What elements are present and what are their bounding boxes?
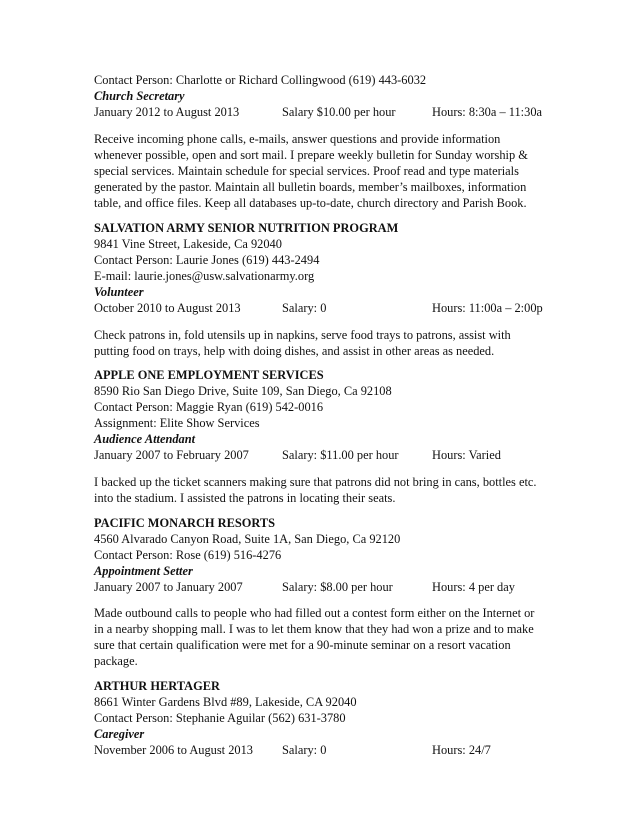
salvation-desc-line: putting food on trays, help with doing dishes, and assist in other areas as needed. — [94, 344, 495, 358]
apple-salary: Salary: $11.00 per hour — [282, 448, 399, 462]
church-job-title: Church Secretary — [94, 89, 185, 103]
apple-contact: Contact Person: Maggie Ryan (619) 542-0016 — [94, 400, 324, 414]
salvation-address: 9841 Vine Street, Lakeside, Ca 92040 — [94, 237, 282, 251]
pacific-desc-line: package. — [94, 654, 138, 668]
arthur-job-title: Caregiver — [94, 727, 145, 741]
church-contact: Contact Person: Charlotte or Richard Collingwood (619) 443-6032 — [94, 73, 427, 87]
church-desc-line: table, and office files. Keep all databases up-to-date, church directory and Parish Book. — [94, 196, 527, 210]
church-desc-line: special services. Maintain schedule for special services. Proof read and type materials — [94, 164, 519, 178]
pacific-address: 4560 Alvarado Canyon Road, Suite 1A, San Diego, Ca 92120 — [94, 532, 401, 546]
apple-org-heading: APPLE ONE EMPLOYMENT SERVICES — [94, 368, 324, 382]
salvation-org-heading: SALVATION ARMY SENIOR NUTRITION PROGRAM — [94, 221, 399, 235]
church-hours: Hours: 8:30a – 11:30a — [432, 105, 543, 119]
pacific-dates: January 2007 to January 2007 — [94, 580, 243, 594]
salvation-salary: Salary: 0 — [282, 301, 327, 315]
apple-desc-line: I backed up the ticket scanners making sure that patrons did not bring in cans, bottles etc. — [94, 475, 537, 489]
church-desc-line: Receive incoming phone calls, e-mails, answer questions and provide information — [94, 132, 501, 146]
salvation-contact: Contact Person: Laurie Jones (619) 443-2494 — [94, 253, 320, 267]
pacific-desc-line: sure that certain qualification were met for a 90-minute seminar on a resort vacation — [94, 638, 511, 652]
salvation-dates: October 2010 to August 2013 — [94, 301, 241, 315]
pacific-desc-line: Made outbound calls to people who had filled out a contest form either on the Internet or — [94, 606, 535, 620]
pacific-contact: Contact Person: Rose (619) 516-4276 — [94, 548, 282, 562]
pacific-desc-line: in a nearby shopping mall. I was to let them know that they had won a prize and to make — [94, 622, 534, 636]
apple-desc-line: into the stadium. I assisted the patrons in locating their seats. — [94, 491, 396, 505]
pacific-job-title: Appointment Setter — [94, 564, 193, 578]
apple-dates: January 2007 to February 2007 — [94, 448, 249, 462]
salvation-hours: Hours: 11:00a – 2:00p — [432, 301, 543, 315]
salvation-email: E-mail: laurie.jones@usw.salvationarmy.org — [94, 269, 315, 283]
pacific-org-heading: PACIFIC MONARCH RESORTS — [94, 516, 276, 530]
arthur-address: 8661 Winter Gardens Blvd #89, Lakeside, CA 92040 — [94, 695, 357, 709]
pacific-salary: Salary: $8.00 per hour — [282, 580, 393, 594]
apple-job-title: Audience Attendant — [94, 432, 196, 446]
pacific-hours: Hours: 4 per day — [432, 580, 515, 594]
apple-address: 8590 Rio San Diego Drive, Suite 109, San Diego, Ca 92108 — [94, 384, 392, 398]
salvation-desc-line: Check patrons in, fold utensils up in napkins, serve food trays to patrons, assist with — [94, 328, 511, 342]
apple-assignment: Assignment: Elite Show Services — [94, 416, 260, 430]
church-desc-line: generated by the pastor. Maintain all bulletin boards, member’s mailboxes, information — [94, 180, 527, 194]
arthur-salary: Salary: 0 — [282, 743, 327, 757]
apple-hours: Hours: Varied — [432, 448, 501, 462]
arthur-hours: Hours: 24/7 — [432, 743, 491, 757]
arthur-org-heading: ARTHUR HERTAGER — [94, 679, 220, 693]
arthur-dates: November 2006 to August 2013 — [94, 743, 254, 757]
church-dates: January 2012 to August 2013 — [94, 105, 240, 119]
arthur-contact: Contact Person: Stephanie Aguilar (562) 631-3780 — [94, 711, 346, 725]
church-salary: Salary $10.00 per hour — [282, 105, 396, 119]
church-desc-line: whenever possible, open and sort mail. I prepare weekly bulletin for Sunday worship & — [94, 148, 528, 162]
salvation-job-title: Volunteer — [94, 285, 144, 299]
